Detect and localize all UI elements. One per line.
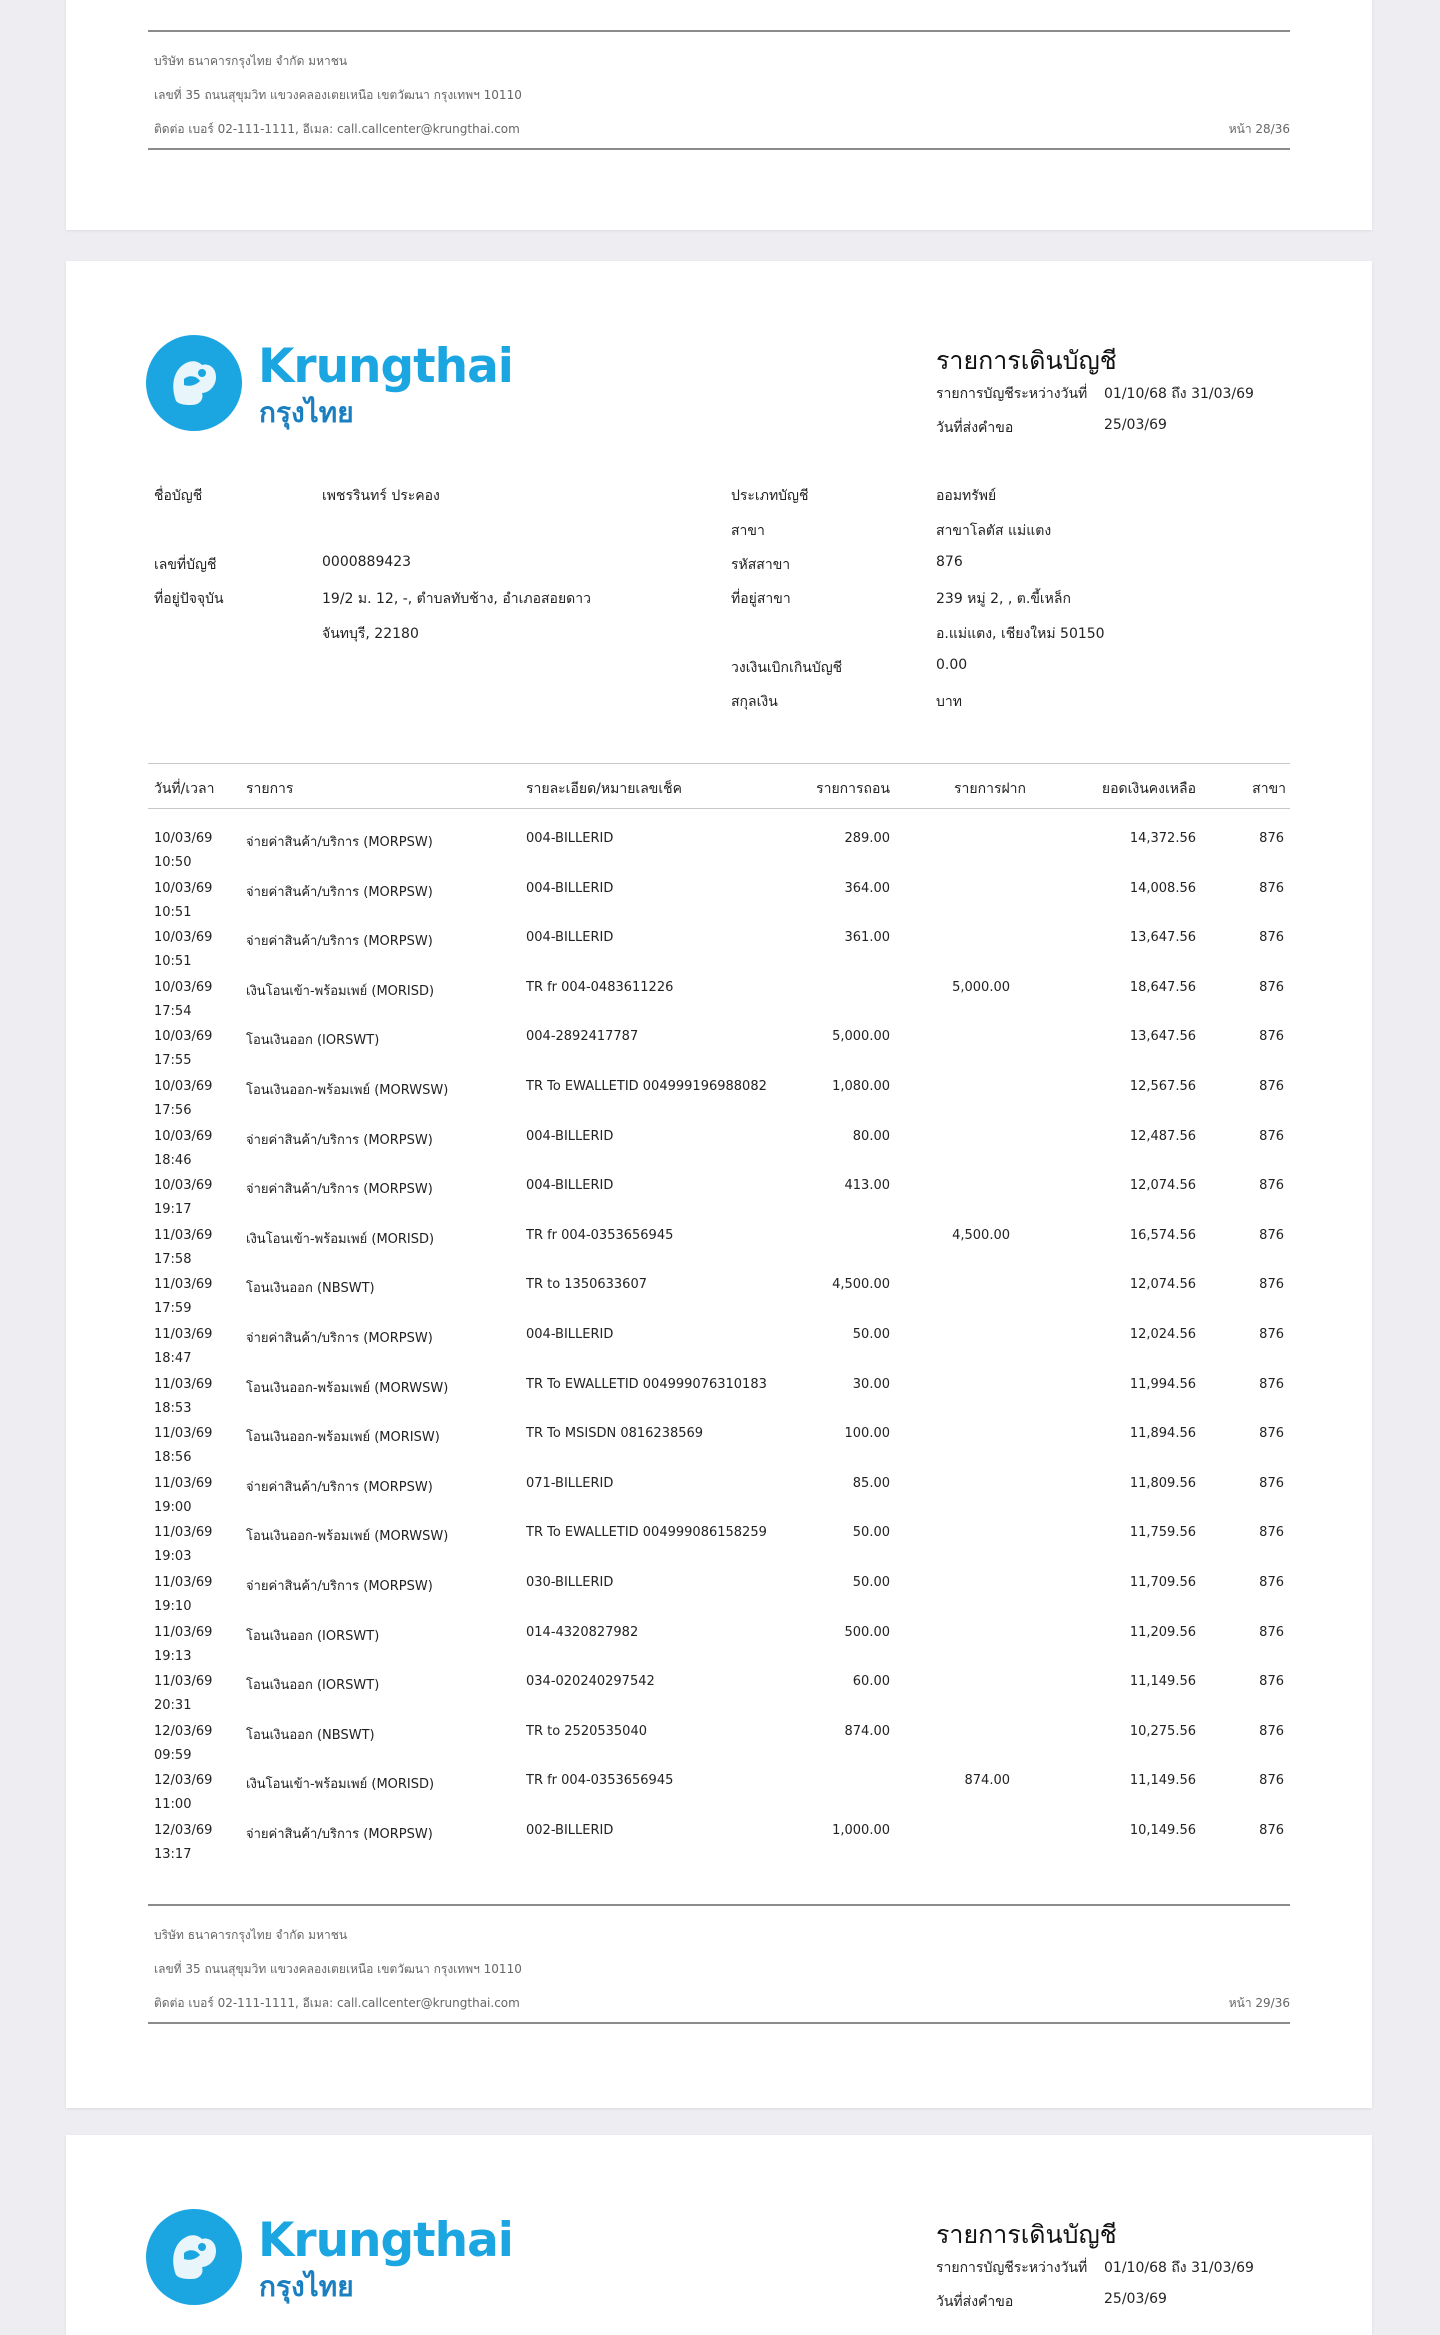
krungthai-logo <box>146 2209 513 2309</box>
row-date: 10/03/69 <box>154 1128 213 1144</box>
table-row <box>148 1327 1290 1377</box>
row-withdraw: 100.00 <box>844 1426 890 1442</box>
row-time: 19:00 <box>154 1499 192 1515</box>
row-date: 10/03/69 <box>154 979 213 995</box>
footer-bottom-rule <box>148 148 1290 150</box>
row-withdraw: 289.00 <box>844 831 890 846</box>
footer-contact: ติดต่อ เบอร์ 02-111-1111, อีเมล: call.callcenter@krungthai.com <box>154 122 520 136</box>
row-withdraw: 1,080.00 <box>832 1079 890 1094</box>
row-time: 20:31 <box>154 1698 192 1714</box>
row-detail: 004-BILLERID <box>526 930 614 946</box>
row-balance: 11,149.56 <box>1129 1773 1196 1789</box>
row-balance: 16,574.56 <box>1129 1227 1196 1243</box>
row-balance: 11,149.56 <box>1129 1674 1196 1690</box>
col-datetime: วันที่/เวลา <box>154 781 215 797</box>
footer-company: บริษัท ธนาคารกรุงไทย จำกัด มหาชน <box>154 1928 348 1942</box>
row-description: จ่ายค่าสินค้า/บริการ (MORPSW) <box>246 1182 433 1198</box>
row-balance: 11,209.56 <box>1129 1624 1196 1640</box>
account-name-label: ชื่อบัญชี <box>154 488 203 504</box>
row-deposit: 4,500.00 <box>952 1227 1010 1243</box>
row-withdraw: 4,500.00 <box>832 1277 890 1293</box>
row-date: 12/03/69 <box>154 1773 213 1789</box>
row-deposit: 874.00 <box>964 1773 1010 1789</box>
row-detail: TR fr 004-0353656945 <box>526 1773 674 1789</box>
row-branch: 876 <box>1259 1079 1284 1094</box>
row-description: โอนเงินออก-พร้อมเพย์ (MORWSW) <box>246 1380 449 1396</box>
row-withdraw: 500.00 <box>844 1624 890 1640</box>
row-balance: 12,074.56 <box>1129 1277 1196 1293</box>
krungthai-emblem-icon <box>146 2209 242 2305</box>
row-detail: TR to 2520535040 <box>526 1723 647 1739</box>
row-detail: TR To EWALLETID 004999076310183 <box>526 1376 767 1392</box>
table-row <box>148 831 1290 881</box>
request-date-value: 25/03/69 <box>1104 2291 1167 2307</box>
branch-code-value: 876 <box>936 554 963 570</box>
account-type-value: ออมทรัพย์ <box>936 488 997 504</box>
row-description: จ่ายค่าสินค้า/บริการ (MORPSW) <box>246 1479 433 1495</box>
row-description: จ่ายค่าสินค้า/บริการ (MORPSW) <box>246 835 433 850</box>
row-detail: TR To EWALLETID 004999196988082 <box>526 1079 767 1094</box>
footer-address: เลขที่ 35 ถนนสุขุมวิท แขวงคลองเตยเหนือ เขตวัฒนา กรุงเทพฯ 10110 <box>154 88 522 102</box>
col-balance: ยอดเงินคงเหลือ <box>1101 781 1196 797</box>
row-withdraw: 50.00 <box>852 1525 890 1541</box>
row-branch: 876 <box>1259 880 1284 896</box>
row-withdraw: 30.00 <box>852 1376 890 1392</box>
row-description: จ่ายค่าสินค้า/บริการ (MORPSW) <box>246 884 433 900</box>
row-detail: 004-2892417787 <box>526 1029 639 1045</box>
row-date: 10/03/69 <box>154 930 213 946</box>
row-balance: 12,567.56 <box>1129 1079 1196 1094</box>
table-row <box>148 980 1290 1030</box>
row-date: 11/03/69 <box>154 1674 213 1690</box>
row-detail: 004-BILLERID <box>526 880 614 896</box>
row-withdraw: 85.00 <box>852 1475 890 1491</box>
row-detail: 002-BILLERID <box>526 1823 614 1838</box>
row-date: 10/03/69 <box>154 831 213 846</box>
row-description: โอนเงินออก-พร้อมเพย์ (MORWSW) <box>246 1529 449 1545</box>
row-balance: 12,487.56 <box>1129 1128 1196 1144</box>
branch-value: สาขาโลตัส แม่แตง <box>936 523 1052 539</box>
col-description: รายการ <box>246 781 294 797</box>
row-detail: 034-020240297542 <box>526 1674 655 1690</box>
row-branch: 876 <box>1259 831 1284 846</box>
row-description: โอนเงินออก (IORSWT) <box>246 1628 380 1644</box>
row-time: 10:51 <box>154 954 192 970</box>
row-time: 17:59 <box>154 1301 192 1317</box>
row-withdraw: 364.00 <box>844 880 890 896</box>
document-title: รายการเดินบัญชี <box>936 346 1117 375</box>
row-date: 10/03/69 <box>154 1079 213 1094</box>
row-branch: 876 <box>1259 1624 1284 1640</box>
address-label: ที่อยู่ปัจจุบัน <box>154 591 224 607</box>
row-time: 10:50 <box>154 855 192 870</box>
row-branch: 876 <box>1259 979 1284 995</box>
table-row <box>148 1674 1290 1724</box>
logo-name-en: Krungthai <box>258 2213 513 2268</box>
row-description: เงินโอนเข้า-พร้อมเพย์ (MORISD) <box>246 983 435 999</box>
footer-bottom-rule <box>148 2022 1290 2024</box>
row-time: 18:46 <box>154 1152 192 1168</box>
row-branch: 876 <box>1259 1674 1284 1690</box>
row-branch: 876 <box>1259 1723 1284 1739</box>
row-date: 11/03/69 <box>154 1475 213 1491</box>
row-description: เงินโอนเข้า-พร้อมเพย์ (MORISD) <box>246 1777 435 1793</box>
statement-page-30 <box>66 2135 1372 2335</box>
row-description: โอนเงินออก (NBSWT) <box>246 1727 375 1743</box>
row-time: 17:55 <box>154 1053 192 1069</box>
row-time: 11:00 <box>154 1797 192 1813</box>
row-branch: 876 <box>1259 1128 1284 1144</box>
table-row <box>148 1178 1290 1228</box>
account-type-label: ประเภทบัญชี <box>731 488 809 504</box>
row-withdraw: 50.00 <box>852 1575 890 1590</box>
row-withdraw: 361.00 <box>844 930 890 946</box>
footer-address: เลขที่ 35 ถนนสุขุมวิท แขวงคลองเตยเหนือ เขตวัฒนา กรุงเทพฯ 10110 <box>154 1962 522 1976</box>
row-date: 11/03/69 <box>154 1575 213 1590</box>
row-branch: 876 <box>1259 930 1284 946</box>
footer-top-rule <box>148 1904 1290 1906</box>
row-balance: 11,709.56 <box>1129 1575 1196 1590</box>
row-branch: 876 <box>1259 1773 1284 1789</box>
row-balance: 10,149.56 <box>1129 1823 1196 1838</box>
row-description: จ่ายค่าสินค้า/บริการ (MORPSW) <box>246 1132 433 1148</box>
row-balance: 11,894.56 <box>1129 1426 1196 1442</box>
row-detail: 004-BILLERID <box>526 1327 614 1342</box>
row-description: โอนเงินออก-พร้อมเพย์ (MORISW) <box>246 1430 440 1446</box>
request-date-label: วันที่ส่งคำขอ <box>936 420 1014 436</box>
col-detail: รายละเอียด/หมายเลขเช็ค <box>526 781 682 797</box>
row-detail: TR fr 004-0353656945 <box>526 1227 674 1243</box>
period-label: รายการบัญชีระหว่างวันที่ <box>936 386 1088 402</box>
table-row <box>148 930 1290 980</box>
logo-name-th: กรุงไทย <box>259 396 354 429</box>
row-withdraw: 80.00 <box>852 1128 890 1144</box>
table-row <box>148 1079 1290 1129</box>
row-withdraw: 5,000.00 <box>832 1029 890 1045</box>
row-detail: 004-BILLERID <box>526 1128 614 1144</box>
row-time: 10:51 <box>154 904 192 920</box>
row-balance: 14,008.56 <box>1129 880 1196 896</box>
footer-company: บริษัท ธนาคารกรุงไทย จำกัด มหาชน <box>154 54 348 68</box>
table-row <box>148 1129 1290 1179</box>
page-footer <box>148 1904 1290 2010</box>
period-value: 01/10/68 ถึง 31/03/69 <box>1104 386 1254 402</box>
row-balance: 11,994.56 <box>1129 1376 1196 1392</box>
row-balance: 10,275.56 <box>1129 1723 1196 1739</box>
row-withdraw: 50.00 <box>852 1327 890 1342</box>
row-balance: 12,074.56 <box>1129 1178 1196 1194</box>
statement-page-29 <box>66 261 1372 2108</box>
row-detail: 030-BILLERID <box>526 1575 614 1590</box>
overdraft-label: วงเงินเบิกเกินบัญชี <box>731 660 843 676</box>
table-row <box>148 1029 1290 1079</box>
row-balance: 13,647.56 <box>1129 1029 1196 1045</box>
branch-address-line1: 239 หมู่ 2, , ต.ขี้เหล็ก <box>936 591 1071 607</box>
row-description: โอนเงินออก (NBSWT) <box>246 1281 375 1297</box>
row-date: 11/03/69 <box>154 1227 213 1243</box>
row-branch: 876 <box>1259 1575 1284 1590</box>
table-row <box>148 1575 1290 1625</box>
row-description: จ่ายค่าสินค้า/บริการ (MORPSW) <box>246 1331 433 1346</box>
table-row <box>148 1823 1290 1873</box>
row-date: 11/03/69 <box>154 1277 213 1293</box>
table-row <box>148 1228 1290 1278</box>
row-detail: TR fr 004-0483611226 <box>526 979 674 995</box>
row-detail: TR to 1350633607 <box>526 1277 647 1293</box>
footer-top-rule <box>148 30 1290 32</box>
address-line1: 19/2 ม. 12, -, ตำบลทับช้าง, อำเภอสอยดาว <box>322 591 591 607</box>
address-line2: จันทบุรี, 22180 <box>322 626 419 642</box>
branch-address-line2: อ.แม่แตง, เชียงใหม่ 50150 <box>936 626 1105 642</box>
currency-label: สกุลเงิน <box>731 694 778 710</box>
row-branch: 876 <box>1259 1277 1284 1293</box>
logo-name-th: กรุงไทย <box>259 2270 354 2303</box>
row-description: เงินโอนเข้า-พร้อมเพย์ (MORISD) <box>246 1231 435 1247</box>
request-date-value: 25/03/69 <box>1104 417 1167 433</box>
transactions-table-header <box>148 763 1290 809</box>
row-time: 19:13 <box>154 1648 192 1664</box>
row-date: 10/03/69 <box>154 1178 213 1194</box>
row-description: จ่ายค่าสินค้า/บริการ (MORPSW) <box>246 1579 433 1594</box>
row-description: โอนเงินออก (IORSWT) <box>246 1678 380 1694</box>
table-row <box>148 1476 1290 1526</box>
table-row <box>148 1724 1290 1774</box>
footer-contact: ติดต่อ เบอร์ 02-111-1111, อีเมล: call.callcenter@krungthai.com <box>154 1996 520 2010</box>
account-number-value: 0000889423 <box>322 554 412 570</box>
footer-page-number: หน้า 29/36 <box>1228 1996 1290 2010</box>
branch-code-label: รหัสสาขา <box>731 557 791 573</box>
row-branch: 876 <box>1259 1029 1284 1045</box>
row-date: 11/03/69 <box>154 1624 213 1640</box>
row-date: 11/03/69 <box>154 1525 213 1541</box>
row-withdraw: 413.00 <box>844 1178 890 1194</box>
table-row <box>148 1525 1290 1575</box>
row-balance: 18,647.56 <box>1129 979 1196 995</box>
row-time: 17:54 <box>154 1003 192 1019</box>
row-time: 19:03 <box>154 1549 192 1565</box>
row-date: 11/03/69 <box>154 1327 213 1342</box>
col-deposit: รายการฝาก <box>954 781 1026 797</box>
row-balance: 14,372.56 <box>1129 831 1196 846</box>
row-branch: 876 <box>1259 1227 1284 1243</box>
row-branch: 876 <box>1259 1475 1284 1491</box>
row-time: 18:47 <box>154 1351 192 1366</box>
request-date-label: วันที่ส่งคำขอ <box>936 2294 1014 2310</box>
row-withdraw: 60.00 <box>852 1674 890 1690</box>
footer-page-number: หน้า 28/36 <box>1228 122 1290 136</box>
row-branch: 876 <box>1259 1823 1284 1838</box>
row-description: จ่ายค่าสินค้า/บริการ (MORPSW) <box>246 1827 433 1842</box>
row-time: 18:53 <box>154 1400 192 1416</box>
overdraft-value: 0.00 <box>936 657 968 673</box>
row-date: 12/03/69 <box>154 1823 213 1838</box>
row-time: 17:58 <box>154 1251 192 1267</box>
account-name-value: เพชรรินทร์ ประคอง <box>322 488 440 504</box>
row-balance: 11,759.56 <box>1129 1525 1196 1541</box>
table-row <box>148 1426 1290 1476</box>
table-row <box>148 1773 1290 1823</box>
row-branch: 876 <box>1259 1376 1284 1392</box>
row-date: 12/03/69 <box>154 1723 213 1739</box>
row-description: โอนเงินออก-พร้อมเพย์ (MORWSW) <box>246 1083 449 1098</box>
row-date: 11/03/69 <box>154 1376 213 1392</box>
logo-name-en: Krungthai <box>258 339 513 394</box>
row-description: โอนเงินออก (IORSWT) <box>246 1033 380 1049</box>
period-value: 01/10/68 ถึง 31/03/69 <box>1104 2260 1254 2276</box>
col-withdraw: รายการถอน <box>816 781 890 797</box>
period-label: รายการบัญชีระหว่างวันที่ <box>936 2260 1088 2276</box>
branch-label: สาขา <box>731 523 765 539</box>
row-time: 17:56 <box>154 1103 192 1118</box>
row-detail: TR To MSISDN 0816238569 <box>526 1426 704 1442</box>
account-number-label: เลขที่บัญชี <box>154 557 217 573</box>
row-withdraw: 1,000.00 <box>832 1823 890 1838</box>
row-time: 19:17 <box>154 1202 192 1218</box>
document-title: รายการเดินบัญชี <box>936 2220 1117 2249</box>
row-balance: 11,809.56 <box>1129 1475 1196 1491</box>
row-detail: 071-BILLERID <box>526 1475 614 1491</box>
statement-page-28 <box>66 0 1372 230</box>
row-date: 11/03/69 <box>154 1426 213 1442</box>
row-branch: 876 <box>1259 1426 1284 1442</box>
row-balance: 12,024.56 <box>1129 1327 1196 1342</box>
row-branch: 876 <box>1259 1525 1284 1541</box>
row-time: 13:17 <box>154 1847 192 1862</box>
krungthai-emblem-icon <box>146 335 242 431</box>
page-footer <box>148 30 1290 136</box>
branch-address-label: ที่อยู่สาขา <box>731 591 791 607</box>
row-detail: TR To EWALLETID 004999086158259 <box>526 1525 767 1541</box>
row-detail: 004-BILLERID <box>526 1178 614 1194</box>
table-row <box>148 1625 1290 1675</box>
row-time: 19:10 <box>154 1599 192 1614</box>
table-row <box>148 881 1290 931</box>
row-branch: 876 <box>1259 1178 1284 1194</box>
row-date: 10/03/69 <box>154 880 213 896</box>
col-branch: สาขา <box>1252 781 1286 797</box>
krungthai-logo <box>146 335 513 435</box>
table-row <box>148 1277 1290 1327</box>
row-detail: 004-BILLERID <box>526 831 614 846</box>
row-balance: 13,647.56 <box>1129 930 1196 946</box>
row-time: 18:56 <box>154 1450 192 1466</box>
row-withdraw: 874.00 <box>844 1723 890 1739</box>
table-row <box>148 1377 1290 1427</box>
row-branch: 876 <box>1259 1327 1284 1342</box>
row-detail: 014-4320827982 <box>526 1624 639 1640</box>
currency-value: บาท <box>936 694 962 710</box>
row-description: จ่ายค่าสินค้า/บริการ (MORPSW) <box>246 934 433 950</box>
row-time: 09:59 <box>154 1747 192 1763</box>
row-date: 10/03/69 <box>154 1029 213 1045</box>
row-deposit: 5,000.00 <box>952 979 1010 995</box>
